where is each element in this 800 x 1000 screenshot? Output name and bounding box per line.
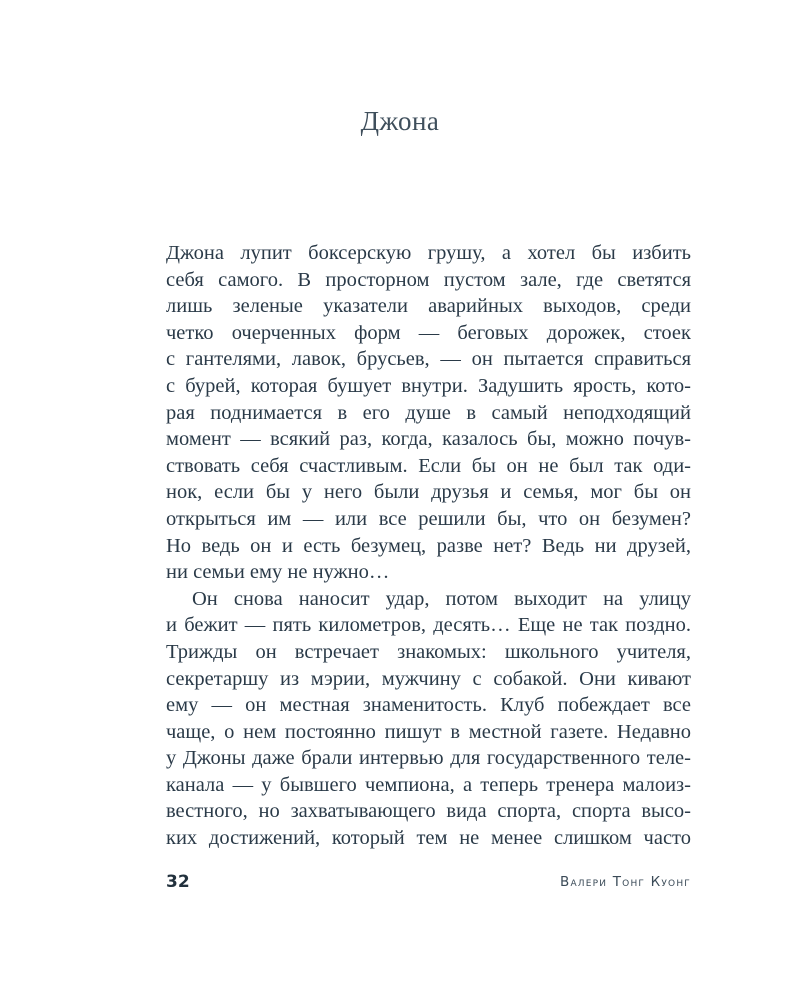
text-line: четко очерченных форм — беговых дорожек, стоек — [166, 321, 691, 344]
chapter-title: Джона — [360, 106, 440, 136]
text-line: у Джоны даже брали интервью для государственного теле- — [166, 747, 691, 770]
text-line: лишь зеленые указатели аварийных выходов, среди — [166, 295, 691, 318]
text-line: Но ведь он и есть безумец, разве нет? Ведь ни друзей, — [166, 534, 691, 557]
text-line: с гантелями, лавок, брусьев, — он пытается справиться — [166, 348, 691, 371]
text-line: момент — всякий раз, когда, казалось бы, можно почув- — [166, 428, 691, 451]
text-line: Джона лупит боксерскую грушу, а хотел бы избить — [166, 242, 691, 264]
text-line: ствовать себя счастливым. Если бы он не был так оди- — [166, 454, 691, 477]
text-line: ких достижений, который тем не менее слишком часто — [166, 827, 691, 850]
text-line: рая поднимается в его душе в самый неподходящий — [166, 401, 691, 424]
text-line: чаще, о нем постоянно пишут в местной газете. Недавно — [166, 720, 691, 743]
paragraph-first-line: Он снова наносит удар, потом выходит на улицу — [192, 587, 691, 610]
text-line: себя самого. В просторном пустом зале, где светятся — [166, 268, 691, 291]
text-line: вестного, но захватывающего вида спорта, спорта высо- — [166, 800, 691, 823]
page-footer — [166, 872, 691, 896]
page-number: 32 — [166, 872, 190, 892]
body-text — [166, 240, 691, 852]
text-line: с бурей, которая бушует внутри. Задушить ярость, кото- — [166, 374, 691, 397]
text-line: ему — он местная знаменитость. Клуб побеждает все — [166, 694, 691, 717]
text-line: секретаршу из мэрии, мужчину с собакой. Они кивают — [166, 667, 691, 690]
running-head-author: Валери Тонг Куонг — [559, 874, 691, 890]
text-line: открыться им — или все решили бы, что он безумен? — [166, 507, 691, 530]
paragraph-end-line: ни семьи ему не нужно… — [166, 561, 390, 584]
text-line: нок, если бы у него были друзья и семья, мог бы он — [166, 481, 691, 504]
text-line: канала — у бывшего чемпиона, а теперь тренера малоиз- — [166, 773, 691, 796]
text-line: и бежит — пять километров, десять… Еще не так поздно. — [166, 614, 691, 637]
text-line: Трижды он встречает знакомых: школьного учителя, — [166, 640, 691, 663]
